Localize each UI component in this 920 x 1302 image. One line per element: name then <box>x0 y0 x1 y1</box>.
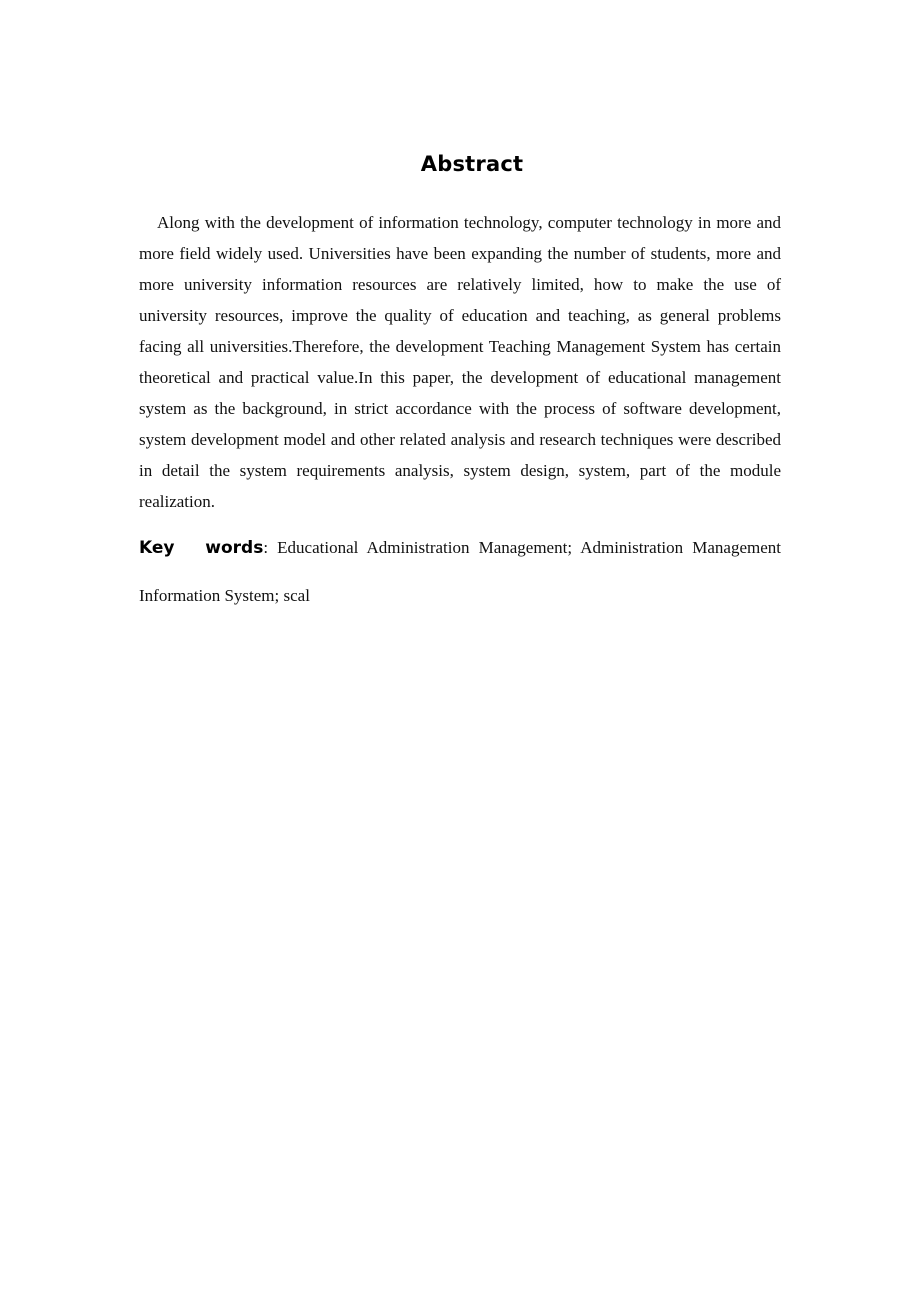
keywords-text: Educational Administration Management; Administration Management Information System; scal <box>139 538 781 605</box>
keywords-separator: : <box>263 538 269 557</box>
abstract-title: Abstract <box>420 152 524 176</box>
keywords-label: Key words <box>139 538 264 558</box>
abstract-paragraph: Along with the development of information technology, computer technology in more and more field widely used. Universities have been expanding the number of students, more and more university information resources are relatively limited, how to make the use of university resources, improve the quality of education and teaching, as general problems facing all universities.Therefore, the development Teaching Management System has certain theoretical and practical value.In this paper, the development of educational management system as the background, in strict accordance with the process of software development, system development model and other related analysis and research techniques were described in detail the system requirements analysis, system design, system, part of the module realization. <box>139 213 781 511</box>
keywords-line <box>139 524 781 619</box>
abstract-section <box>139 148 781 619</box>
